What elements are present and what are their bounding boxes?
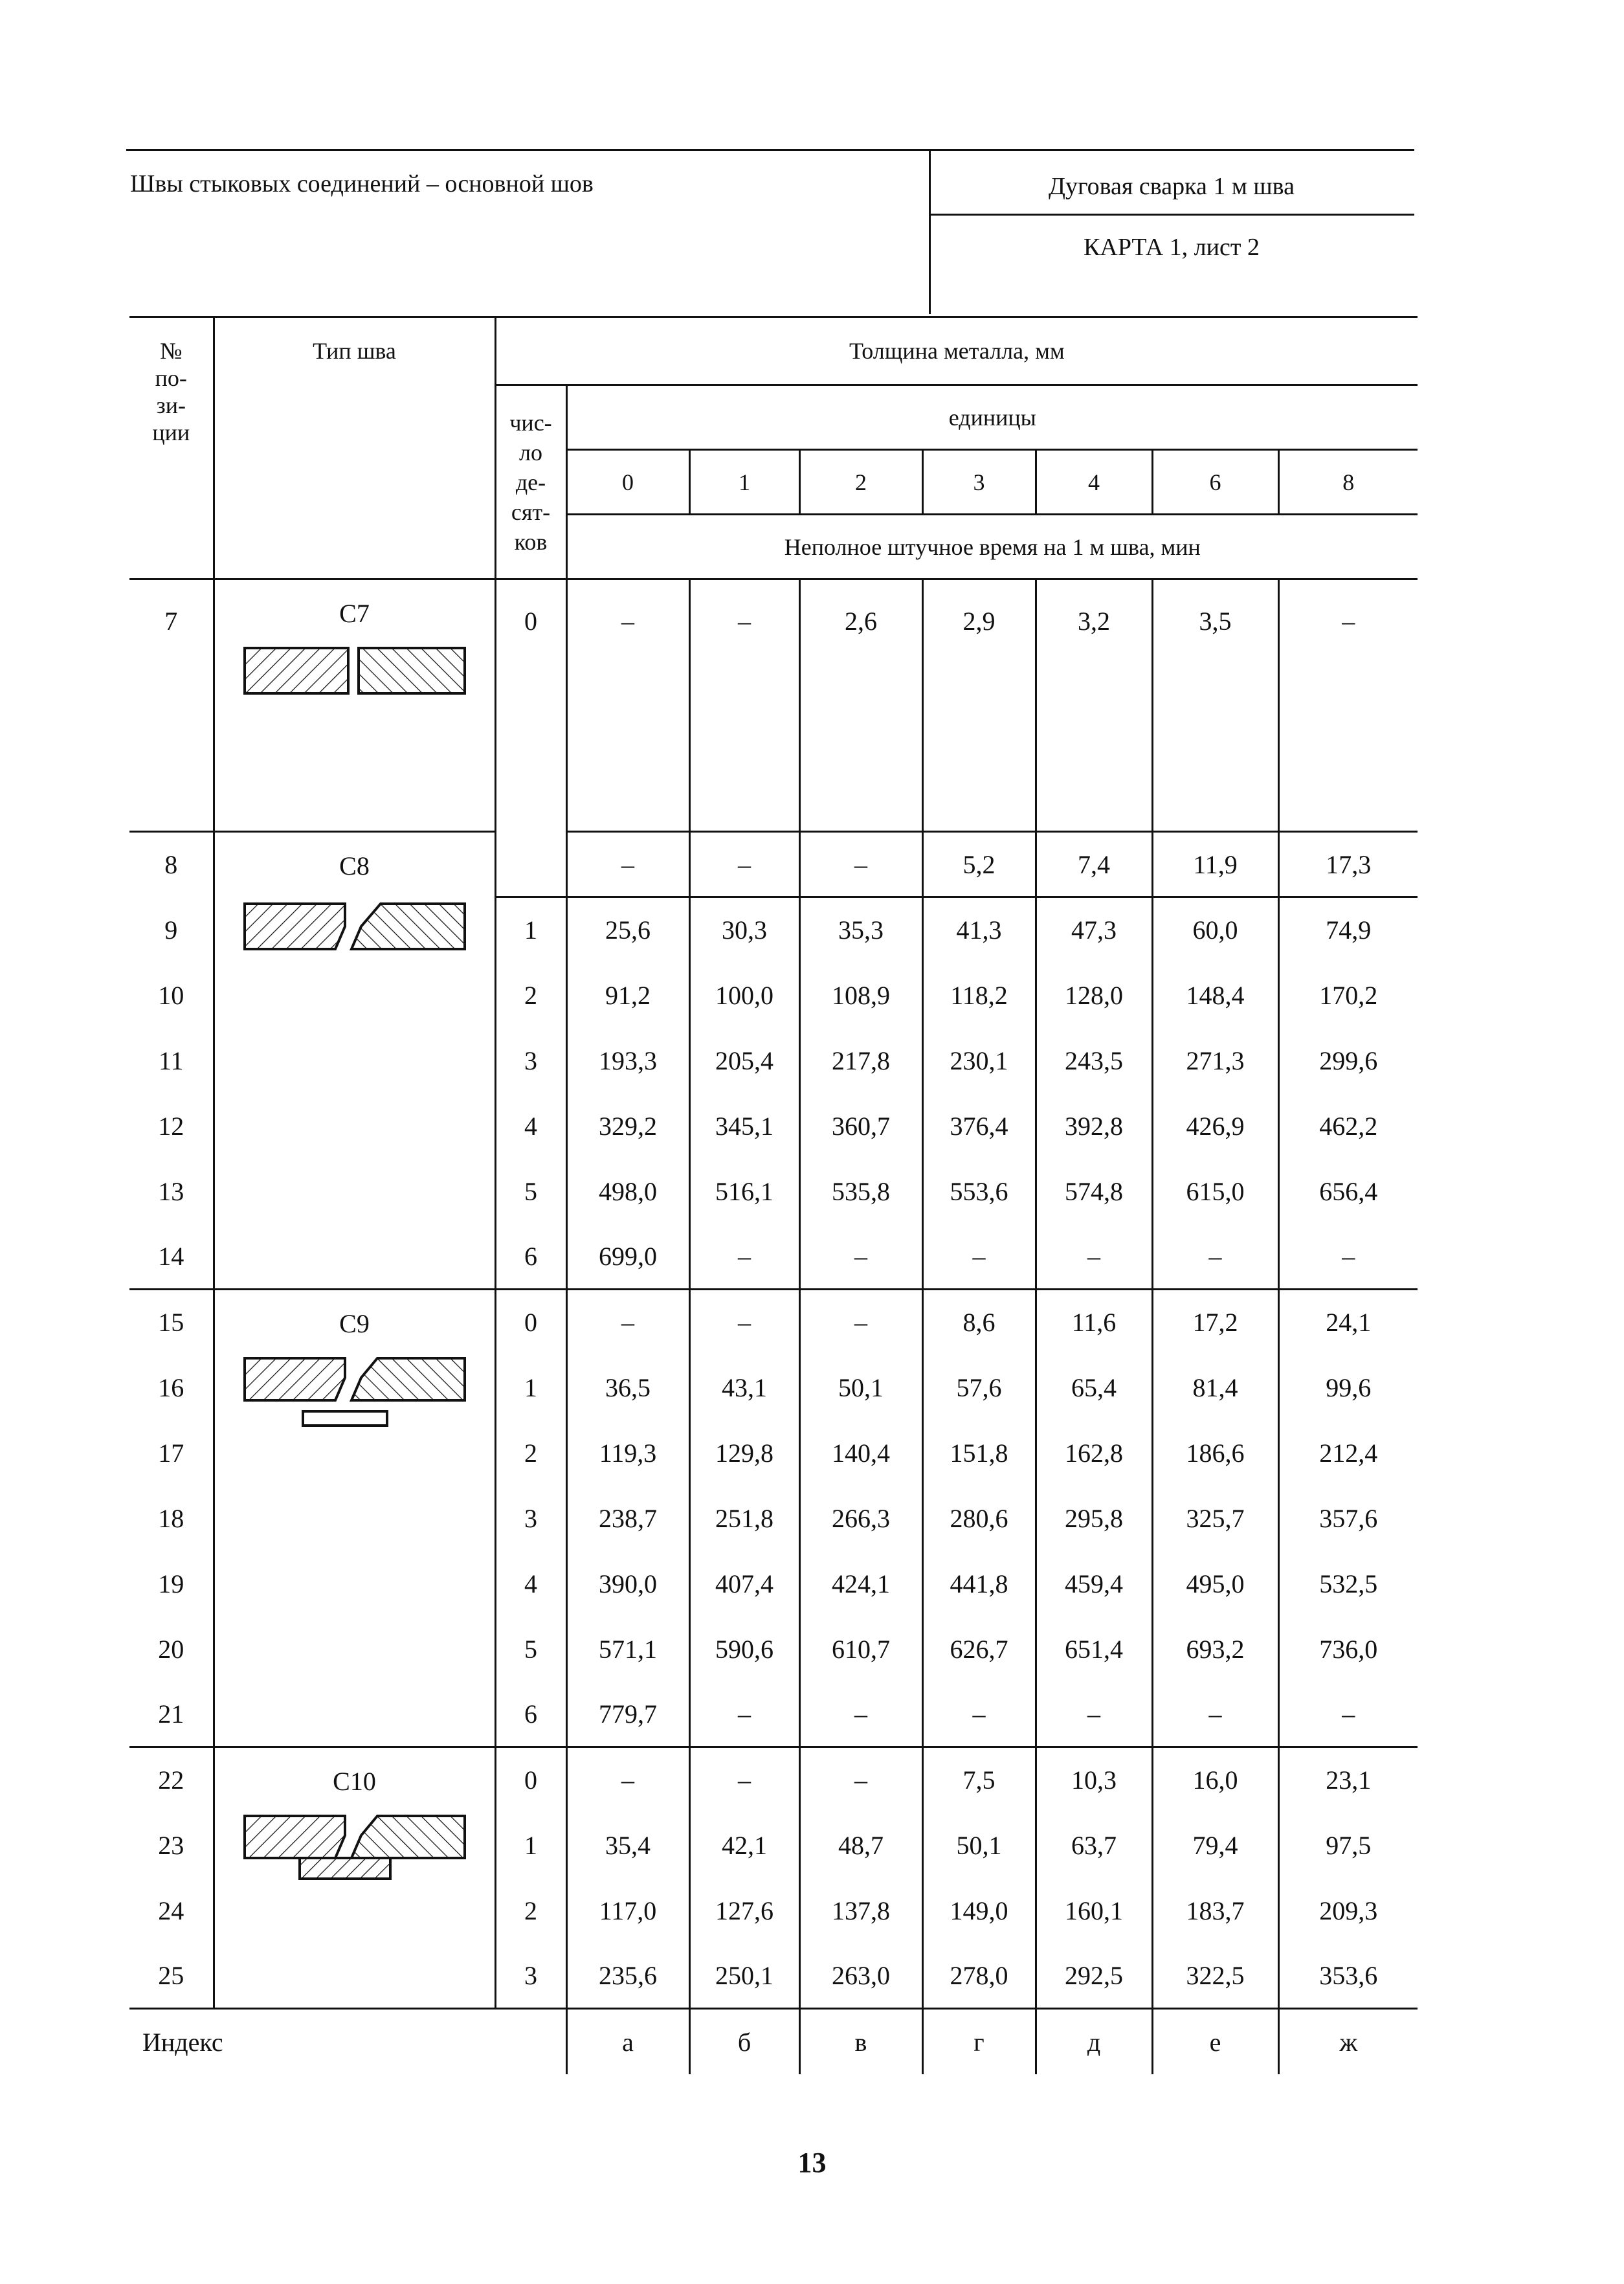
- tens-value: 5: [495, 1159, 566, 1224]
- time-value: 263,0: [799, 1943, 922, 2009]
- time-value: –: [799, 1224, 922, 1290]
- time-value: 162,8: [1036, 1420, 1152, 1486]
- position-header-line: зи-: [156, 392, 186, 418]
- weld-type-cell: [214, 1290, 495, 1747]
- time-value: 390,0: [566, 1551, 689, 1617]
- unit-value: 2: [799, 450, 922, 515]
- unit-value: 4: [1036, 450, 1152, 515]
- tens-value: 0: [495, 1747, 566, 1813]
- time-value: 271,3: [1152, 1028, 1278, 1093]
- time-value: –: [566, 579, 689, 832]
- unit-value: 8: [1278, 450, 1418, 515]
- position-number: 13: [158, 1176, 184, 1206]
- time-value: –: [1278, 1682, 1418, 1747]
- tens-value: 2: [495, 963, 566, 1028]
- time-value: 11,6: [1036, 1290, 1152, 1355]
- time-value: –: [566, 832, 689, 897]
- time-header: Неполное штучное время на 1 м шва, мин: [566, 515, 1418, 579]
- index-label: Индекс: [129, 2009, 495, 2075]
- time-value: 238,7: [566, 1486, 689, 1551]
- time-value: 48,7: [799, 1813, 922, 1878]
- time-value: 535,8: [799, 1159, 922, 1224]
- time-value: 292,5: [1036, 1943, 1152, 2009]
- time-value: 186,6: [1152, 1420, 1278, 1486]
- time-value: –: [689, 579, 799, 832]
- time-value: 426,9: [1152, 1093, 1278, 1159]
- weld-sketch: [215, 642, 495, 700]
- time-value: 212,4: [1278, 1420, 1418, 1486]
- time-value: 235,6: [566, 1943, 689, 2009]
- index-letter: а: [566, 2009, 689, 2075]
- position-number: 23: [158, 1830, 184, 1860]
- time-value: 140,4: [799, 1420, 922, 1486]
- time-value: 17,3: [1278, 832, 1418, 897]
- tens-value: 3: [495, 1028, 566, 1093]
- time-value: 376,4: [922, 1093, 1036, 1159]
- time-value: –: [922, 1224, 1036, 1290]
- time-value: 299,6: [1278, 1028, 1418, 1093]
- time-value: 230,1: [922, 1028, 1036, 1093]
- position-number: 16: [158, 1372, 184, 1402]
- time-value: 205,4: [689, 1028, 799, 1093]
- time-value: 23,1: [1278, 1747, 1418, 1813]
- tens-value: 1: [495, 1355, 566, 1420]
- time-value: 137,8: [799, 1878, 922, 1943]
- time-value: 3,5: [1152, 579, 1278, 832]
- tens-value: 0: [495, 1290, 566, 1355]
- time-value: 392,8: [1036, 1093, 1152, 1159]
- position-number: 10: [158, 980, 184, 1010]
- index-letter: е: [1152, 2009, 1278, 2075]
- position-number: 21: [158, 1699, 184, 1729]
- time-value: 5,2: [922, 832, 1036, 897]
- unit-value: 6: [1152, 450, 1278, 515]
- units-header: единицы: [566, 385, 1418, 450]
- position-header-line: №: [160, 338, 183, 364]
- position-number: 18: [158, 1503, 184, 1533]
- weld-type-cell: [214, 579, 495, 832]
- time-value: 278,0: [922, 1943, 1036, 2009]
- time-value: –: [689, 832, 799, 897]
- tens-header-line: сят-: [511, 498, 551, 525]
- position-number: 22: [129, 1747, 214, 1813]
- time-value: 35,3: [799, 897, 922, 963]
- time-value: 119,3: [566, 1420, 689, 1486]
- tens-value: [495, 832, 566, 897]
- position-number: 11: [158, 1046, 184, 1075]
- time-value: 699,0: [566, 1224, 689, 1290]
- time-value: –: [689, 1682, 799, 1747]
- position-number: 7: [129, 579, 214, 832]
- table-body: [129, 579, 1418, 2009]
- time-value: –: [799, 832, 922, 897]
- time-value: 17,2: [1152, 1290, 1278, 1355]
- tens-value: 3: [495, 1486, 566, 1551]
- time-value: 24,1: [1278, 1290, 1418, 1355]
- time-value: –: [799, 1682, 922, 1747]
- position-number: 24: [158, 1896, 184, 1925]
- time-value: 3,2: [1036, 579, 1152, 832]
- time-value: 193,3: [566, 1028, 689, 1093]
- time-value: 117,0: [566, 1878, 689, 1943]
- time-value: 217,8: [799, 1028, 922, 1093]
- time-value: 57,6: [922, 1355, 1036, 1420]
- time-value: 35,4: [566, 1813, 689, 1878]
- position-number: 19: [158, 1569, 184, 1598]
- index-letter: в: [799, 2009, 922, 2075]
- table-row: [129, 579, 1418, 832]
- time-value: 127,6: [689, 1878, 799, 1943]
- tens-value: 6: [495, 1224, 566, 1290]
- time-value: –: [1036, 1224, 1152, 1290]
- time-value: 183,7: [1152, 1878, 1278, 1943]
- table-row: [129, 832, 1418, 897]
- time-value: 626,7: [922, 1617, 1036, 1682]
- document-header: [126, 149, 1414, 317]
- time-value: 43,1: [689, 1355, 799, 1420]
- time-value: 266,3: [799, 1486, 922, 1551]
- time-value: 151,8: [922, 1420, 1036, 1486]
- weld-sketch-c10: [238, 1809, 471, 1894]
- time-value: 325,7: [1152, 1486, 1278, 1551]
- time-value: 170,2: [1278, 963, 1418, 1028]
- time-value: 10,3: [1036, 1747, 1152, 1813]
- unit-value: 1: [689, 450, 799, 515]
- time-value: 209,3: [1278, 1878, 1418, 1943]
- header-inner-rule: [929, 214, 1414, 216]
- tens-header-line: де-: [515, 469, 546, 495]
- position-number: 20: [158, 1634, 184, 1664]
- weld-sketch: [215, 894, 495, 959]
- time-value: 295,8: [1036, 1486, 1152, 1551]
- time-value: 280,6: [922, 1486, 1036, 1551]
- index-letter: г: [922, 2009, 1036, 2075]
- time-value: 41,3: [922, 897, 1036, 963]
- time-value: 407,4: [689, 1551, 799, 1617]
- time-value: 118,2: [922, 963, 1036, 1028]
- weld-sketch-c8: [238, 894, 471, 959]
- tens-value: 6: [495, 1682, 566, 1747]
- tens-header-line: ков: [514, 528, 548, 555]
- time-value: 498,0: [566, 1159, 689, 1224]
- tens-header-line: ло: [519, 439, 542, 465]
- time-value: 50,1: [799, 1355, 922, 1420]
- time-value: 516,1: [689, 1159, 799, 1224]
- weld-type-label: С8: [339, 851, 370, 880]
- index-spacer: [495, 2009, 566, 2075]
- time-value: 149,0: [922, 1878, 1036, 1943]
- time-value: –: [689, 1290, 799, 1355]
- tens-value: 2: [495, 1878, 566, 1943]
- tens-value: 4: [495, 1093, 566, 1159]
- time-value: 7,4: [1036, 832, 1152, 897]
- time-value: 36,5: [566, 1355, 689, 1420]
- time-value: 243,5: [1036, 1028, 1152, 1093]
- time-value: –: [566, 1747, 689, 1813]
- time-value: 91,2: [566, 963, 689, 1028]
- time-value: 574,8: [1036, 1159, 1152, 1224]
- tens-value: 1: [495, 897, 566, 963]
- time-value: 424,1: [799, 1551, 922, 1617]
- weld-sketch: [215, 1352, 495, 1436]
- time-value: 7,5: [922, 1747, 1036, 1813]
- time-value: 322,5: [1152, 1943, 1278, 2009]
- time-value: 74,9: [1278, 897, 1418, 963]
- time-value: 250,1: [689, 1943, 799, 2009]
- time-value: 459,4: [1036, 1551, 1152, 1617]
- time-value: 129,8: [689, 1420, 799, 1486]
- time-value: 99,6: [1278, 1355, 1418, 1420]
- welding-time-table: [129, 316, 1418, 2074]
- time-value: –: [799, 1747, 922, 1813]
- time-value: 353,6: [1278, 1943, 1418, 2009]
- tens-value: 1: [495, 1813, 566, 1878]
- index-row: [129, 2009, 1418, 2075]
- table-row: [129, 1290, 1418, 1355]
- time-value: –: [1036, 1682, 1152, 1747]
- weld-type-label: С7: [339, 599, 370, 628]
- time-value: 128,0: [1036, 963, 1152, 1028]
- time-value: 81,4: [1152, 1355, 1278, 1420]
- time-value: 2,6: [799, 579, 922, 832]
- tens-value: 0: [495, 579, 566, 832]
- time-value: 42,1: [689, 1813, 799, 1878]
- time-value: 63,7: [1036, 1813, 1152, 1878]
- time-value: 441,8: [922, 1551, 1036, 1617]
- time-value: 462,2: [1278, 1093, 1418, 1159]
- weld-sketch: [215, 1809, 495, 1894]
- time-value: 30,3: [689, 897, 799, 963]
- time-value: 108,9: [799, 963, 922, 1028]
- position-number: 12: [158, 1111, 184, 1141]
- time-value: 8,6: [922, 1290, 1036, 1355]
- thickness-header: Толщина металла, мм: [495, 317, 1418, 385]
- time-value: 25,6: [566, 897, 689, 963]
- time-value: –: [1152, 1224, 1278, 1290]
- time-value: 360,7: [799, 1093, 922, 1159]
- tens-value: 3: [495, 1943, 566, 2009]
- time-value: 357,6: [1278, 1486, 1418, 1551]
- time-value: 736,0: [1278, 1617, 1418, 1682]
- tens-header-line: чис-: [509, 409, 552, 436]
- position-number: 9: [164, 915, 178, 945]
- time-value: 65,4: [1036, 1355, 1152, 1420]
- tens-value: 4: [495, 1551, 566, 1617]
- time-value: 693,2: [1152, 1617, 1278, 1682]
- time-value: 100,0: [689, 963, 799, 1028]
- time-value: 148,4: [1152, 963, 1278, 1028]
- time-value: 11,9: [1152, 832, 1278, 897]
- table-header: [129, 317, 1418, 579]
- position-header: [129, 317, 214, 579]
- time-value: 60,0: [1152, 897, 1278, 963]
- time-value: 779,7: [566, 1682, 689, 1747]
- time-value: 16,0: [1152, 1747, 1278, 1813]
- position-number: 14: [158, 1241, 184, 1271]
- process-title: Дуговая сварка 1 м шва: [1049, 173, 1295, 200]
- time-value: 50,1: [922, 1813, 1036, 1878]
- time-value: –: [799, 1290, 922, 1355]
- time-value: –: [689, 1224, 799, 1290]
- time-value: 651,4: [1036, 1617, 1152, 1682]
- time-value: 532,5: [1278, 1551, 1418, 1617]
- tens-value: 5: [495, 1617, 566, 1682]
- unit-value: 3: [922, 450, 1036, 515]
- weld-type-label: С10: [333, 1767, 376, 1796]
- time-value: 615,0: [1152, 1159, 1278, 1224]
- time-value: 160,1: [1036, 1878, 1152, 1943]
- card-number: КАРТА 1, лист 2: [1084, 234, 1260, 261]
- time-value: 345,1: [689, 1093, 799, 1159]
- table-row: [129, 1747, 1418, 1813]
- position-header-line: по-: [155, 365, 187, 391]
- header-top-rule: [126, 149, 1414, 151]
- weld-sketch-c9: [238, 1352, 471, 1436]
- page-number: 13: [797, 2147, 827, 2178]
- time-value: –: [566, 1290, 689, 1355]
- time-value: –: [1152, 1682, 1278, 1747]
- time-value: 251,8: [689, 1486, 799, 1551]
- time-value: –: [689, 1747, 799, 1813]
- weld-type-cell: [214, 832, 495, 1290]
- index-letter: д: [1036, 2009, 1152, 2075]
- weld-type-cell: [214, 1747, 495, 2009]
- index-letter: ж: [1278, 2009, 1418, 2075]
- position-header-line: ции: [152, 420, 190, 445]
- tens-header: [495, 385, 566, 579]
- tens-value: 2: [495, 1420, 566, 1486]
- time-value: –: [1278, 1224, 1418, 1290]
- weld-type-header: Тип шва: [214, 317, 495, 579]
- weld-sketch-c7: [238, 642, 471, 700]
- time-value: 656,4: [1278, 1159, 1418, 1224]
- time-value: 2,9: [922, 579, 1036, 832]
- time-value: –: [1278, 579, 1418, 832]
- time-value: 47,3: [1036, 897, 1152, 963]
- time-value: 590,6: [689, 1617, 799, 1682]
- time-value: 79,4: [1152, 1813, 1278, 1878]
- position-number: 8: [129, 832, 214, 897]
- position-number: 15: [129, 1290, 214, 1355]
- weld-type-label: С9: [339, 1309, 370, 1338]
- section-title: Швы стыковых соединений – основной шов: [130, 170, 594, 197]
- time-value: 610,7: [799, 1617, 922, 1682]
- position-number: 17: [158, 1438, 184, 1468]
- unit-value: 0: [566, 450, 689, 515]
- time-value: 495,0: [1152, 1551, 1278, 1617]
- time-value: 97,5: [1278, 1813, 1418, 1878]
- time-value: 329,2: [566, 1093, 689, 1159]
- index-letter: б: [689, 2009, 799, 2075]
- time-value: 553,6: [922, 1159, 1036, 1224]
- time-value: –: [922, 1682, 1036, 1747]
- position-number: 25: [158, 1960, 184, 1990]
- time-value: 571,1: [566, 1617, 689, 1682]
